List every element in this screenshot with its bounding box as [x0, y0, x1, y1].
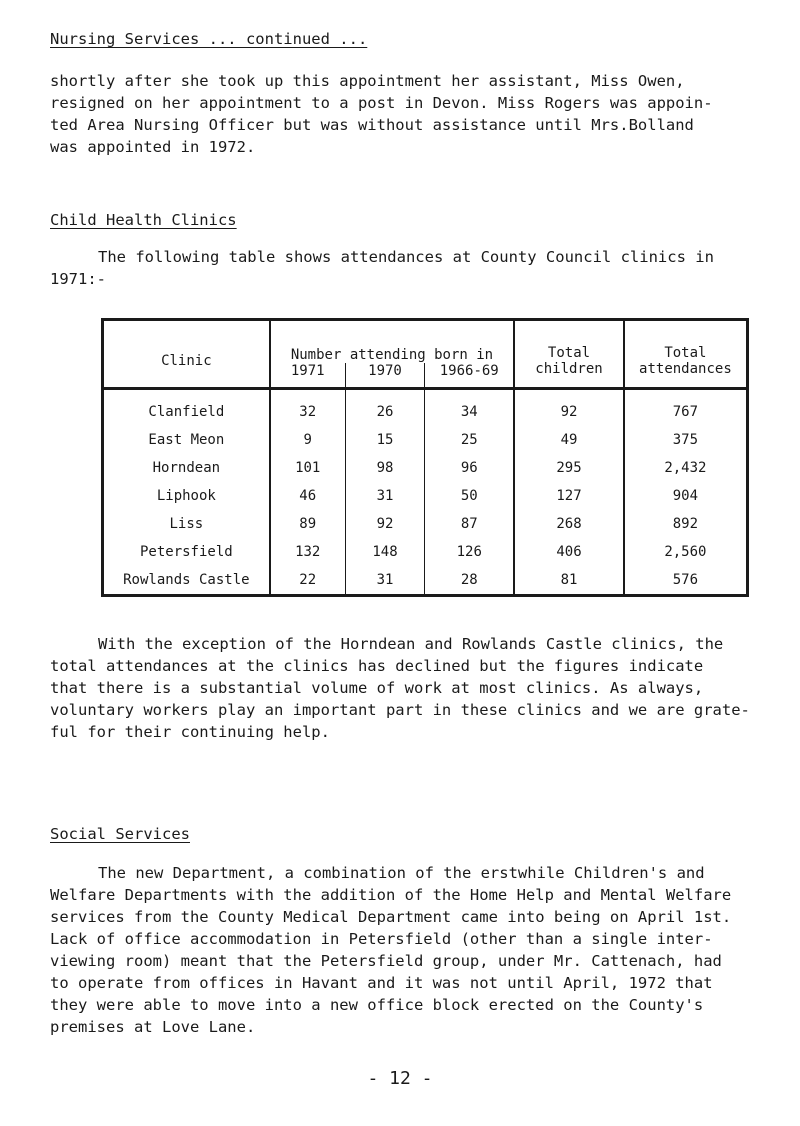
- cell-clinic: Horndean: [103, 454, 270, 482]
- cell-1966-69: 87: [425, 510, 514, 538]
- cell-total-children: 49: [514, 426, 624, 454]
- intro-line: ted Area Nursing Officer but was without assistance until Mrs.Bolland: [50, 116, 694, 134]
- table-row: [103, 510, 748, 538]
- after-table-paragraph: [50, 633, 770, 743]
- table-row: [103, 389, 748, 427]
- cell-1970: 98: [345, 454, 425, 482]
- cell-clinic: Liss: [103, 510, 270, 538]
- child-health-lead: [50, 246, 770, 290]
- cell-clinic: Petersfield: [103, 538, 270, 566]
- after-table-line: total attendances at the clinics has declined but the figures indicate: [50, 657, 704, 675]
- clinic-attendance-table: [101, 318, 749, 597]
- intro-line: shortly after she took up this appointment her assistant, Miss Owen,: [50, 72, 685, 90]
- intro-paragraph: [50, 70, 770, 158]
- cell-total-attendances: 904: [624, 482, 748, 510]
- header-year-1970: 1970: [345, 363, 425, 389]
- cell-1971: 32: [270, 389, 346, 427]
- cell-1966-69: 28: [425, 566, 514, 596]
- cell-1971: 22: [270, 566, 346, 596]
- cell-1966-69: 126: [425, 538, 514, 566]
- header-clinic: Clinic: [103, 320, 270, 389]
- social-line: they were able to move into a new office block erected on the County's: [50, 996, 704, 1014]
- cell-1971: 132: [270, 538, 346, 566]
- social-line: services from the County Medical Department came into being on April 1st.: [50, 908, 732, 926]
- header-year-1966-69: 1966-69: [425, 363, 514, 389]
- social-line: premises at Love Lane.: [50, 1018, 256, 1036]
- header-total-attendances: Total attendances: [624, 320, 748, 389]
- social-line: viewing room) meant that the Petersfield group, under Mr. Cattenach, had: [50, 952, 722, 970]
- social-line: to operate from offices in Havant and it was not until April, 1972 that: [50, 974, 713, 992]
- cell-1970: 31: [345, 566, 425, 596]
- cell-clinic: Liphook: [103, 482, 270, 510]
- cell-total-children: 92: [514, 389, 624, 427]
- table-row: [103, 482, 748, 510]
- running-head: Nursing Services ... continued ...: [50, 30, 368, 48]
- cell-total-attendances: 375: [624, 426, 748, 454]
- cell-clinic: East Meon: [103, 426, 270, 454]
- cell-1970: 148: [345, 538, 425, 566]
- cell-1971: 46: [270, 482, 346, 510]
- cell-1970: 92: [345, 510, 425, 538]
- cell-total-children: 295: [514, 454, 624, 482]
- cell-total-children: 127: [514, 482, 624, 510]
- intro-line: was appointed in 1972.: [50, 138, 256, 156]
- table-row: [103, 538, 748, 566]
- page-number: - 12 -: [367, 1068, 433, 1089]
- lead-line: 1971:-: [50, 270, 106, 288]
- cell-total-attendances: 2,560: [624, 538, 748, 566]
- cell-clinic: Clanfield: [103, 389, 270, 427]
- header-total-children: Total children: [514, 320, 624, 389]
- table-row: [103, 566, 748, 596]
- cell-1971: 101: [270, 454, 346, 482]
- after-table-line: that there is a substantial volume of work at most clinics. As always,: [50, 679, 704, 697]
- cell-total-attendances: 2,432: [624, 454, 748, 482]
- cell-total-children: 406: [514, 538, 624, 566]
- social-services-heading: Social Services: [50, 825, 190, 843]
- cell-clinic: Rowlands Castle: [103, 566, 270, 596]
- cell-1970: 15: [345, 426, 425, 454]
- cell-1970: 31: [345, 482, 425, 510]
- intro-line: resigned on her appointment to a post in Devon. Miss Rogers was appoin-: [50, 94, 713, 112]
- social-services-paragraph: [50, 862, 770, 1038]
- cell-1966-69: 50: [425, 482, 514, 510]
- table-row: [103, 426, 748, 454]
- table-row: [103, 454, 748, 482]
- after-table-line: voluntary workers play an important part in these clinics and we are grate-: [50, 701, 750, 719]
- cell-1971: 9: [270, 426, 346, 454]
- cell-1966-69: 25: [425, 426, 514, 454]
- after-table-line: With the exception of the Horndean and Rowlands Castle clinics, the: [98, 635, 724, 653]
- header-number-attending: Number attending born in: [270, 320, 515, 364]
- social-line: Lack of office accommodation in Petersfield (other than a single inter-: [50, 930, 713, 948]
- cell-total-attendances: 576: [624, 566, 748, 596]
- cell-total-attendances: 892: [624, 510, 748, 538]
- cell-total-children: 268: [514, 510, 624, 538]
- child-health-heading: Child Health Clinics: [50, 211, 237, 229]
- social-line: Welfare Departments with the addition of the Home Help and Mental Welfare: [50, 886, 732, 904]
- cell-1970: 26: [345, 389, 425, 427]
- cell-1966-69: 34: [425, 389, 514, 427]
- cell-total-children: 81: [514, 566, 624, 596]
- cell-1966-69: 96: [425, 454, 514, 482]
- social-line: The new Department, a combination of the erstwhile Children's and: [98, 864, 705, 882]
- cell-total-attendances: 767: [624, 389, 748, 427]
- cell-1971: 89: [270, 510, 346, 538]
- lead-line: The following table shows attendances at County Council clinics in: [98, 248, 714, 266]
- after-table-line: ful for their continuing help.: [50, 723, 330, 741]
- header-year-1971: 1971: [270, 363, 346, 389]
